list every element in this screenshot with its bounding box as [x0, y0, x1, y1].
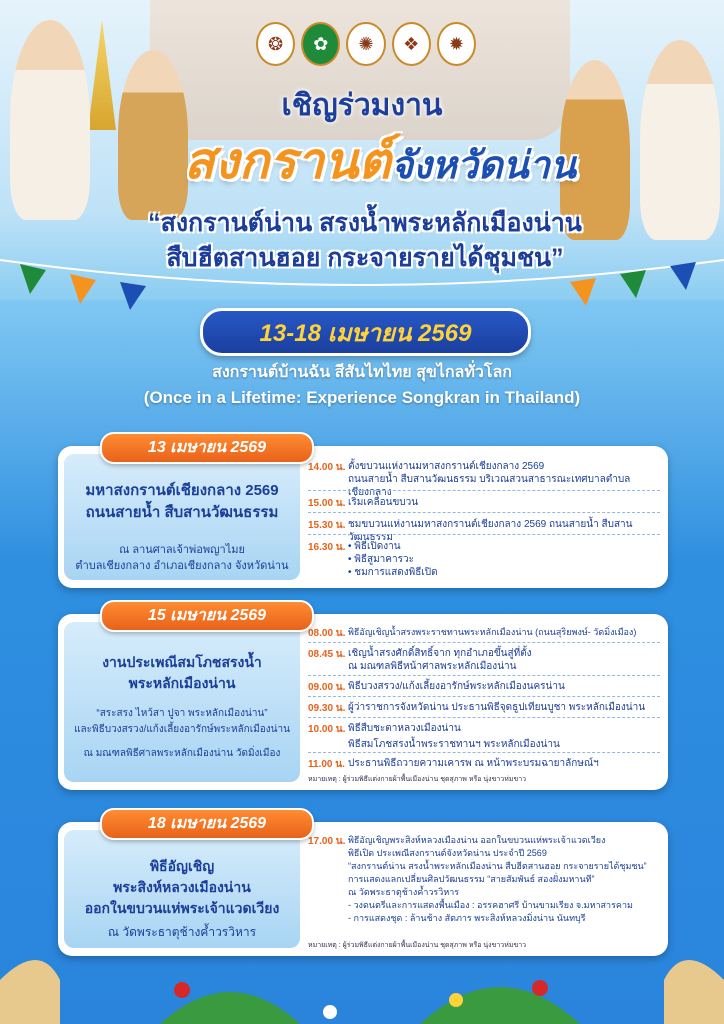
schedule-text: พิธีเปิด ประเพณีสงกรานต์จังหวัดน่าน ประจำปี 2569 — [348, 848, 547, 858]
schedule-text: พิธีอัญเชิญพระสิงห์หลวงเมืองน่าน ออกในขบวนแห่พระเจ้าแวดเวียง — [348, 835, 606, 845]
invitation-heading: เชิญร่วมงาน — [281, 89, 443, 122]
theme-line-1: “สงกรานต์น่าน สรงน้ำพระหลักเมืองน่าน — [148, 209, 582, 237]
schedule-item — [308, 701, 660, 716]
title-province: จังหวัดน่าน — [390, 145, 576, 187]
schedule-text: • ชมการแสดงพิธีเปิด — [348, 567, 438, 578]
divider — [308, 534, 660, 535]
schedule-time: 11.00 น. — [308, 759, 345, 770]
event-title-line: พระหลักเมืองน่าน — [128, 675, 236, 691]
event-summary-panel — [64, 622, 300, 782]
organization-logos — [256, 22, 476, 70]
theme-line-2: สืบฮีตสานฮอย กระจายรายได้ชุมชน” — [166, 244, 564, 272]
event-title — [64, 652, 300, 694]
divider — [308, 642, 660, 643]
venue-line: ตำบลเชียงกลาง อำเภอเชียงกลาง จังหวัดน่าน — [75, 560, 289, 572]
event-schedule — [308, 452, 660, 582]
schedule-time: 09.00 น. — [308, 682, 346, 693]
event-summary-panel — [64, 454, 300, 580]
schedule-time: 09.30 น. — [308, 703, 346, 714]
seal-icon: ✿ — [301, 22, 340, 66]
schedule-item — [308, 757, 660, 772]
songkran-title — [120, 122, 640, 201]
schedule-text: • พิธีสูมาคารวะ — [348, 554, 414, 565]
dress-code-note: หมายเหตุ : ผู้ร่วมพิธีแต่งกายผ้าพื้นเมืองน่าน ชุดสุภาพ หรือ นุ่งขาวห่มขาว — [308, 942, 527, 949]
bottom-decoration — [0, 920, 724, 1024]
title-songkran: สงกรานต์ — [184, 133, 391, 189]
venue-line: ณ วัดพระธาตุช้างค้ำวรวิหาร — [107, 925, 257, 939]
campaign-slogan-english: (Once in a Lifetime: Experience Songkran in Thailand) — [143, 388, 581, 407]
seal-icon: ✺ — [346, 22, 385, 66]
event-ritual-quote — [64, 706, 300, 738]
event-date-tag: 18 เมษายน 2569 — [100, 808, 314, 840]
event-title — [64, 480, 300, 524]
event-title — [64, 856, 300, 919]
schedule-time: 17.00 น. — [308, 836, 346, 847]
divider — [308, 675, 660, 676]
schedule-text: พิธีอัญเชิญน้ำสรงพระราชทานพระหลักเมืองน่าน (ถนนสุริยพงษ์- วัดมิ่งเมือง) — [348, 627, 637, 637]
event-card-13-april — [58, 446, 668, 588]
schedule-item — [308, 647, 660, 673]
schedule-text: • พิธีเปิดงาน — [348, 541, 401, 552]
schedule-time: 08.00 น. — [308, 628, 346, 639]
event-title-line: ถนนสายน้ำ สืบสานวัฒนธรรม — [85, 504, 279, 521]
divider — [308, 752, 660, 753]
schedule-text: ผู้ว่าราชการจังหวัดน่าน ประธานพิธีจุดธูปเทียนบูชา พระหลักเมืองน่าน — [348, 702, 646, 713]
divider — [308, 512, 660, 513]
event-date-tag: 13 เมษายน 2569 — [100, 432, 314, 464]
event-title-line: พิธีอัญเชิญ — [149, 858, 215, 874]
schedule-item — [308, 626, 660, 641]
event-title-line: พระสิงห์หลวงเมืองน่าน — [113, 879, 251, 895]
campaign-slogan-thai: สงกรานต์บ้านฉัน สีสันไทไทย สุขไกลทั่วโลก — [212, 364, 512, 381]
schedule-item — [308, 722, 660, 751]
seal-icon: ❂ — [256, 22, 295, 66]
schedule-time: 16.30 น. — [308, 542, 346, 553]
schedule-time: 10.00 น. — [308, 724, 346, 735]
schedule-time: 14.00 น. — [308, 462, 346, 473]
schedule-text: พิธีบวงสรวง/แก้งเลี้ยงอารักษ์พระหลักเมืองนครน่าน — [348, 681, 565, 692]
schedule-time: 08.45 น. — [308, 649, 346, 660]
schedule-text: เริ่มเคลื่อนขบวน — [348, 497, 419, 508]
venue-line: ณ ลานศาลเจ้าพ่อพญาไมย — [119, 544, 245, 556]
event-date-tag: 15 เมษายน 2569 — [100, 600, 314, 632]
event-title-line: มหาสงกรานต์เชียงกลาง 2569 — [85, 482, 279, 499]
seal-icon: ❖ — [392, 22, 431, 66]
schedule-text: “สงกรานต์น่าน สรงน้ำพระหลักเมืองน่าน สืบฮีตสานฮอย กระจายรายได้ชุมชน” — [348, 861, 647, 871]
schedule-text: ณ วัดพระธาตุช้างค้ำวรวิหาร — [348, 887, 460, 897]
event-venue — [64, 542, 300, 574]
date-range-banner: 13-18 เมษายน 2569 — [200, 308, 531, 356]
schedule-time: 15.30 น. — [308, 520, 346, 531]
schedule-text: พิธีสืบชะตาหลวงเมืองน่าน — [348, 723, 461, 734]
schedule-text: ตั้งขบวนแห่งานมหาสงกรานต์เชียงกลาง 2569 — [348, 461, 545, 472]
divider — [308, 490, 660, 491]
schedule-item — [308, 496, 660, 511]
schedule-text: ณ มณฑลพิธีหน้าศาลพระหลักเมืองน่าน — [348, 661, 517, 672]
event-schedule — [308, 620, 660, 784]
schedule-text: - การแสดงชุด : ล้านช้าง สัตภาร พระสิงห์หลวงมิ่งน่าน นันทบุรี — [348, 913, 586, 923]
quote-line: และพิธีบวงสรวง/แก้งเลี้ยงอารักษ์พระหลักเมืองน่าน — [74, 724, 290, 735]
divider — [308, 696, 660, 697]
event-venue — [64, 746, 300, 762]
schedule-text: ถนนสายน้ำ สืบสานวัฒนธรรม บริเวณสวนสาธารณะเทศบาลตำบลเชียงกลาง — [348, 474, 631, 498]
event-title-line: ออกในขบวนแห่พระเจ้าแวดเวียง — [84, 900, 280, 916]
schedule-item — [308, 680, 660, 695]
divider — [308, 717, 660, 718]
schedule-text: ประธานพิธีถวายความเคารพ ณ หน้าพระบรมฉายาลักษณ์ฯ — [348, 758, 599, 769]
schedule-text: พิธีสมโภชสรงน้ำพระราชทานฯ พระหลักเมืองน่าน — [348, 739, 560, 750]
schedule-item — [308, 540, 660, 579]
schedule-item — [308, 460, 660, 499]
schedule-text: เชิญน้ำสรงศักดิ์สิทธิ์จาก ทุกอำเภอขึ้นสู่ที่ตั้ง — [348, 648, 532, 659]
event-card-15-april — [58, 614, 668, 790]
schedule-text: การแสดงแลกเปลี่ยนศิลปวัฒนธรรม “สายสัมพันธ์ สองฝั่งมหานที” — [348, 874, 595, 884]
schedule-time: 15.00 น. — [308, 498, 346, 509]
event-title-line: งานประเพณีสมโภชสรงน้ำ — [102, 654, 262, 670]
seal-icon: ✹ — [437, 22, 476, 66]
dress-code-note: หมายเหตุ : ผู้ร่วมพิธีแต่งกายผ้าพื้นเมืองน่าน ชุดสุภาพ หรือ นุ่งขาวห่มขาว — [308, 776, 527, 783]
quote-line: “สระสรง ไหว้สา ปูจา พระหลักเมืองน่าน” — [96, 708, 268, 719]
schedule-text: - วงดนตรีและการแสดงพื้นเมือง : อรรคฮาศรี บ้านขามเรียง จ.มหาสารคาม — [348, 900, 633, 910]
schedule-text: ชมขบวนแห่งานมหาสงกรานต์เชียงกลาง 2569 ถนนสายน้ำ สืบสานวัฒนธรรม — [348, 519, 633, 543]
venue-line: ณ มณฑลพิธีศาลพระหลักเมืองน่าน วัดมิ่งเมือง — [83, 748, 281, 759]
schedule-item — [308, 834, 660, 925]
